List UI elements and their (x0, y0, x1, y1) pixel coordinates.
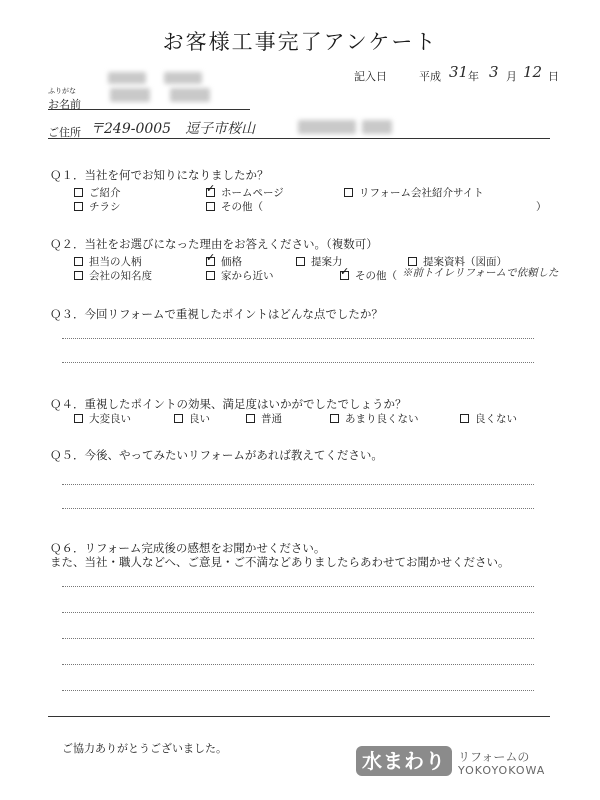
q6-question-line1: Ｑ６．リフォーム完成後の感想をお聞かせください。 (50, 541, 326, 555)
checkbox[interactable] (74, 202, 83, 211)
day-unit: 日 (548, 70, 559, 83)
name-label: お名前 (48, 98, 81, 111)
year-value: 31 (449, 63, 469, 81)
q1-question: Ｑ１．当社を何でお知りになりましたか？ (50, 168, 269, 182)
answer-line (62, 362, 534, 363)
q4-question: Ｑ４．重視したポイントの効果、満足度はいかがでしたでしょうか？ (50, 397, 407, 411)
answer-line (62, 484, 534, 485)
checkbox-checked[interactable] (206, 257, 215, 266)
checkbox[interactable] (330, 414, 339, 423)
answer-line (62, 638, 534, 639)
redacted-furigana (164, 72, 202, 84)
checkbox[interactable] (74, 257, 83, 266)
checkbox[interactable] (344, 188, 353, 197)
q4-option-good[interactable]: 良い (174, 411, 210, 426)
q1-option-other[interactable]: その他（ (206, 199, 263, 214)
answer-line (62, 508, 534, 509)
q1-option-flyer[interactable]: チラシ (74, 199, 121, 214)
address-underline (48, 138, 550, 139)
furigana-label: ふりがな (48, 87, 76, 95)
checkbox-checked[interactable] (206, 188, 215, 197)
q1-option-referral-site[interactable]: リフォーム会社紹介サイト (344, 185, 484, 200)
q2-other-answer: ※前トイレリフォームで依頼した (402, 267, 559, 279)
checkbox[interactable] (174, 414, 183, 423)
thanks-text: ご協力ありがとうございました。 (62, 742, 227, 755)
q2-option-reputation[interactable]: 会社の知名度 (74, 268, 152, 283)
q1-option-homepage[interactable]: ✓ ホームページ (206, 185, 284, 200)
answer-line (62, 612, 534, 613)
checkbox[interactable] (74, 271, 83, 280)
page-title: お客様工事完了アンケート (162, 30, 438, 54)
redacted-address (362, 120, 392, 134)
name-underline (48, 109, 250, 110)
q3-question: Ｑ３．今回リフォームで重視したポイントはどんな点でしたか？ (50, 307, 383, 321)
q4-option-bad[interactable]: 良くない (460, 411, 517, 426)
checkbox[interactable] (74, 188, 83, 197)
answer-line (62, 338, 534, 339)
year-unit: 年 (468, 70, 479, 83)
month-value: 3 (489, 63, 499, 81)
answer-line (62, 690, 534, 691)
answer-line (62, 586, 534, 587)
footer-divider (48, 716, 550, 717)
redacted-furigana (108, 72, 146, 84)
logo-subtitle: リフォームの (458, 750, 530, 764)
checkbox[interactable] (460, 414, 469, 423)
q5-question: Ｑ５．今後、やってみたいリフォームがあれば教えてください。 (50, 448, 383, 462)
q2-question: Ｑ２．当社をお選びになった理由をお答えください。（複数可） (50, 237, 378, 251)
company-logo: 水まわり (356, 746, 452, 776)
answer-line (62, 664, 534, 665)
checkbox[interactable] (206, 271, 215, 280)
checkbox-checked[interactable] (340, 271, 349, 280)
entry-date-label: 記入日 (354, 70, 387, 83)
q1-close-paren: ） (536, 201, 547, 213)
q2-option-nearby[interactable]: 家から近い (206, 268, 274, 283)
q4-option-average[interactable]: 普通 (246, 411, 282, 426)
checkbox[interactable] (206, 202, 215, 211)
q4-option-very-good[interactable]: 大変良い (74, 411, 131, 426)
address-label: ご住所 (48, 126, 81, 139)
checkbox[interactable] (74, 414, 83, 423)
redacted-name (110, 88, 150, 102)
day-value: 12 (523, 63, 543, 81)
redacted-address (298, 120, 356, 134)
address-value: 〒249-0005 逗子市桜山 (90, 121, 256, 137)
month-unit: 月 (506, 70, 517, 83)
redacted-name (170, 88, 210, 102)
checkbox[interactable] (296, 257, 305, 266)
q2-option-other[interactable]: ✓ その他（ (340, 268, 397, 283)
checkbox[interactable] (246, 414, 255, 423)
logo-wordmark: YOKOYOKOWA (458, 764, 546, 777)
q2-option-proposal[interactable]: 提案力 (296, 254, 343, 269)
q2-option-staff[interactable]: 担当の人柄 (74, 254, 142, 269)
q2-option-materials[interactable]: 提案資料（図面） (408, 254, 507, 269)
q4-option-not-good[interactable]: あまり良くない (330, 411, 419, 426)
era-label: 平成 (419, 70, 441, 83)
q1-option-referral[interactable]: ご紹介 (74, 185, 121, 200)
q6-question-line2: また、当社・職人などへ、ご意見・ご不満などありましたらあわせてお聞かせください。 (50, 555, 510, 569)
q2-option-price[interactable]: ✓ 価格 (206, 254, 242, 269)
